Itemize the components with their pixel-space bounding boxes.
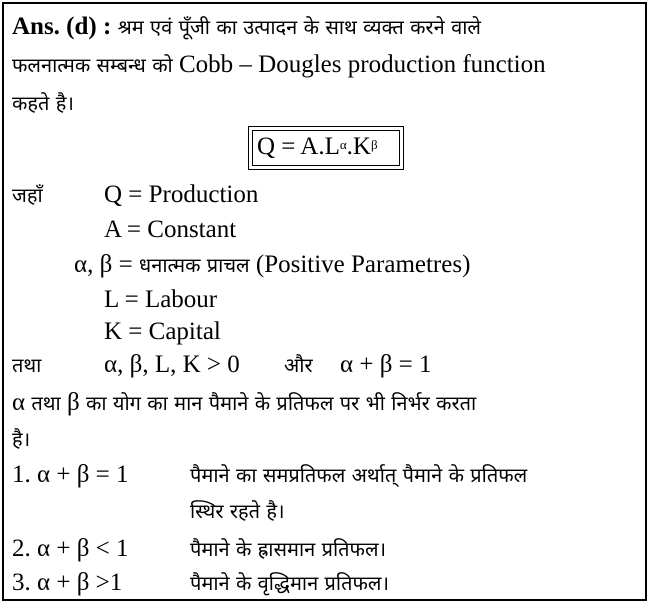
- definition-alpha-beta: [74, 250, 470, 280]
- condition-label-row: [12, 350, 41, 380]
- definition-ab-prefix: α, β =: [74, 251, 133, 278]
- answer-box: [2, 2, 647, 601]
- case-2-expression: α + β < 1: [37, 535, 129, 562]
- formula: [257, 131, 378, 163]
- condition-inequality-text: α, β, L, K > 0: [104, 351, 240, 378]
- answer-text-2-en: Cobb – Dougles production function: [179, 51, 546, 78]
- definition-ab-en: (Positive Parametres): [255, 251, 471, 278]
- formula-alpha: α: [339, 137, 347, 152]
- case-1-description-2: स्थिर रहते है।: [190, 499, 285, 523]
- case-3-expression: α + β >1: [37, 569, 123, 596]
- case-3-description: पैमाने के वृद्धिमान प्रतिफल।: [190, 571, 390, 595]
- definition-q-text: Q = Production: [104, 181, 259, 208]
- formula-k: .K: [346, 133, 371, 160]
- definition-l: [104, 285, 217, 315]
- answer-label: Ans. (d) :: [12, 13, 112, 40]
- case-1: [12, 460, 129, 490]
- statement-beta: β: [66, 389, 80, 416]
- answer-text-3: कहते है।: [12, 91, 74, 115]
- condition-label: तथा: [12, 353, 42, 377]
- case-3-desc: [190, 568, 389, 598]
- formula-box: [248, 126, 404, 170]
- definition-q: [104, 180, 258, 210]
- case-2-number: 2.: [12, 535, 31, 562]
- statement-line-1: [12, 388, 476, 418]
- definition-a-text: A = Constant: [104, 216, 237, 243]
- definition-a: [104, 215, 236, 245]
- case-1-desc-line-2: [190, 496, 285, 526]
- definition-k-text: K = Capital: [104, 318, 221, 345]
- case-3-number: 3.: [12, 569, 31, 596]
- statement-rest: का योग का मान पैमाने के प्रतिफल पर भी निर्भर करता: [85, 391, 477, 415]
- answer-text-1: श्रम एवं पूँजी का उत्पादन के साथ व्यक्त करने वाले: [117, 15, 481, 39]
- statement-line-2: [12, 424, 30, 454]
- definition-l-text: L = Labour: [104, 286, 218, 313]
- condition-inequality: [104, 350, 240, 380]
- definition-ab-dev: धनात्मक प्राचल: [138, 253, 250, 277]
- condition-and-text: और: [284, 353, 313, 377]
- case-1-expression: α + β = 1: [37, 461, 129, 488]
- formula-beta: β: [370, 137, 378, 152]
- case-1-desc-line-1: [190, 460, 527, 490]
- where-label: जहाँ: [12, 183, 43, 207]
- statement-tatha: तथा: [31, 391, 61, 415]
- condition-sum-text: α + β = 1: [340, 351, 432, 378]
- case-1-description-1: पैमाने का समप्रतिफल अर्थात् पैमाने के प्रतिफल: [190, 463, 528, 487]
- where-label-row: [12, 180, 43, 210]
- case-3: [12, 568, 122, 598]
- answer-line-1: [12, 12, 481, 42]
- case-2: [12, 534, 129, 564]
- condition-sum: [340, 350, 432, 380]
- condition-and: [284, 350, 313, 380]
- definition-k: [104, 317, 221, 347]
- case-1-number: 1.: [12, 461, 31, 488]
- answer-line-2: [12, 50, 546, 80]
- answer-line-3: [12, 88, 74, 118]
- formula-q: Q =: [257, 133, 296, 160]
- statement-text-2: है।: [12, 427, 31, 451]
- answer-text-2-dev: फलनात्मक सम्बन्ध को: [12, 53, 173, 77]
- case-2-description: पैमाने के ह्रासमान प्रतिफल।: [190, 537, 387, 561]
- statement-alpha: α: [12, 389, 26, 416]
- case-2-desc: [190, 534, 386, 564]
- formula-al: A.L: [300, 133, 340, 160]
